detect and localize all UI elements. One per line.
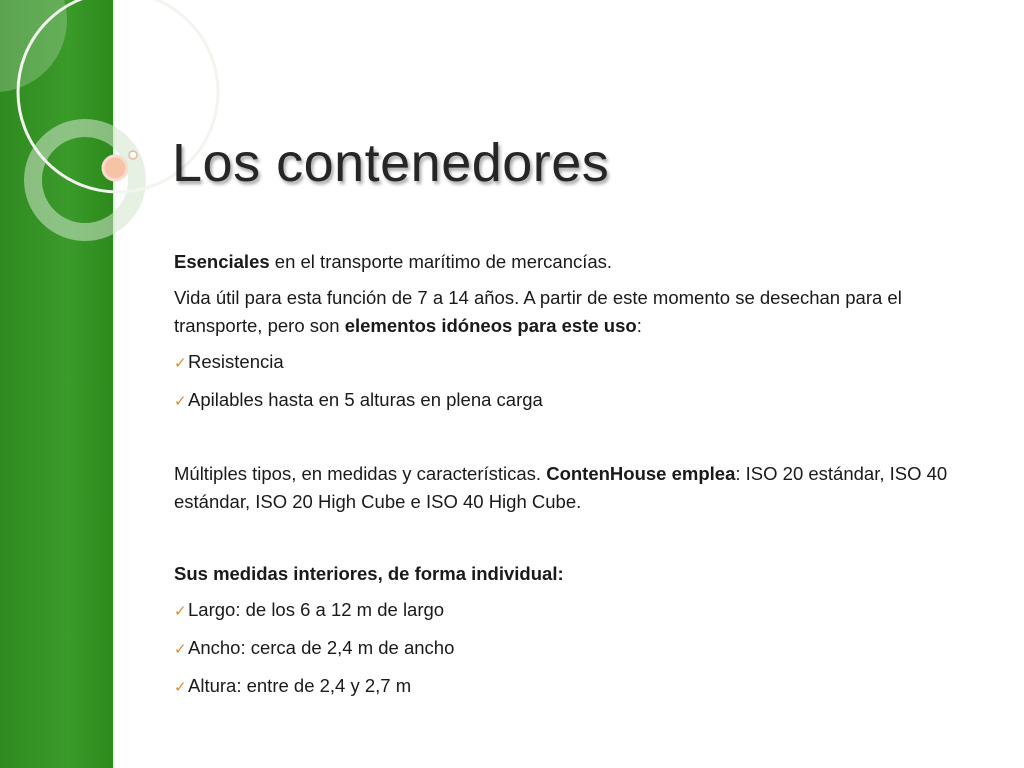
list-item: [174, 596, 984, 626]
bold-elementos-idoneos: elementos idóneos para este uso: [344, 315, 637, 336]
paragraph-vida-util: [174, 284, 984, 340]
paragraph-esenciales: [174, 248, 984, 276]
spacer: [174, 424, 984, 460]
check-icon: ✓: [174, 393, 187, 410]
text-vida-util: Vida útil para esta función de 7 a 14 años. A partir de este momento se desechan para el transporte, pero son: [174, 287, 902, 336]
list-item-text: Apilables hasta en 5 alturas en plena carga: [188, 389, 543, 410]
text-vida-util-tail: :: [636, 315, 642, 336]
text-esenciales-rest: en el transporte marítimo de mercancías.: [269, 251, 613, 272]
list-item-text: Ancho: cerca de 2,4 m de ancho: [188, 637, 455, 658]
text-multiples-tipos: Múltiples tipos, en medidas y características.: [174, 463, 547, 484]
bold-contenhouse: ContenHouse emplea: [546, 463, 736, 484]
paragraph-multiples-tipos: [174, 460, 984, 516]
list-item: [174, 386, 984, 416]
check-icon: ✓: [174, 641, 187, 658]
decor-ring-thick: [33, 128, 137, 232]
decor-dot-peach: [103, 156, 127, 180]
list-item: [174, 672, 984, 702]
list-item: [174, 348, 984, 378]
check-icon: ✓: [174, 355, 187, 372]
list-item-text: Largo: de los 6 a 12 m de largo: [188, 599, 445, 620]
check-icon: ✓: [174, 603, 187, 620]
heading-medidas: [174, 560, 984, 588]
bold-medidas-heading: Sus medidas interiores, de forma individual:: [174, 563, 564, 584]
list-item-text: Resistencia: [188, 351, 284, 372]
check-icon: ✓: [174, 679, 187, 696]
spacer: [174, 524, 984, 560]
slide-title: Los contenedores: [172, 133, 610, 193]
decor-dot-small: [129, 151, 137, 159]
text-iso-types: : ISO 20 estándar, ISO 40 estándar, ISO 20 High Cube e ISO 40 High Cube.: [174, 463, 948, 512]
slide-body: [174, 248, 984, 710]
bold-esenciales: Esenciales: [174, 251, 270, 272]
list-item: [174, 634, 984, 664]
list-item-text: Altura: entre de 2,4 y 2,7 m: [188, 675, 412, 696]
